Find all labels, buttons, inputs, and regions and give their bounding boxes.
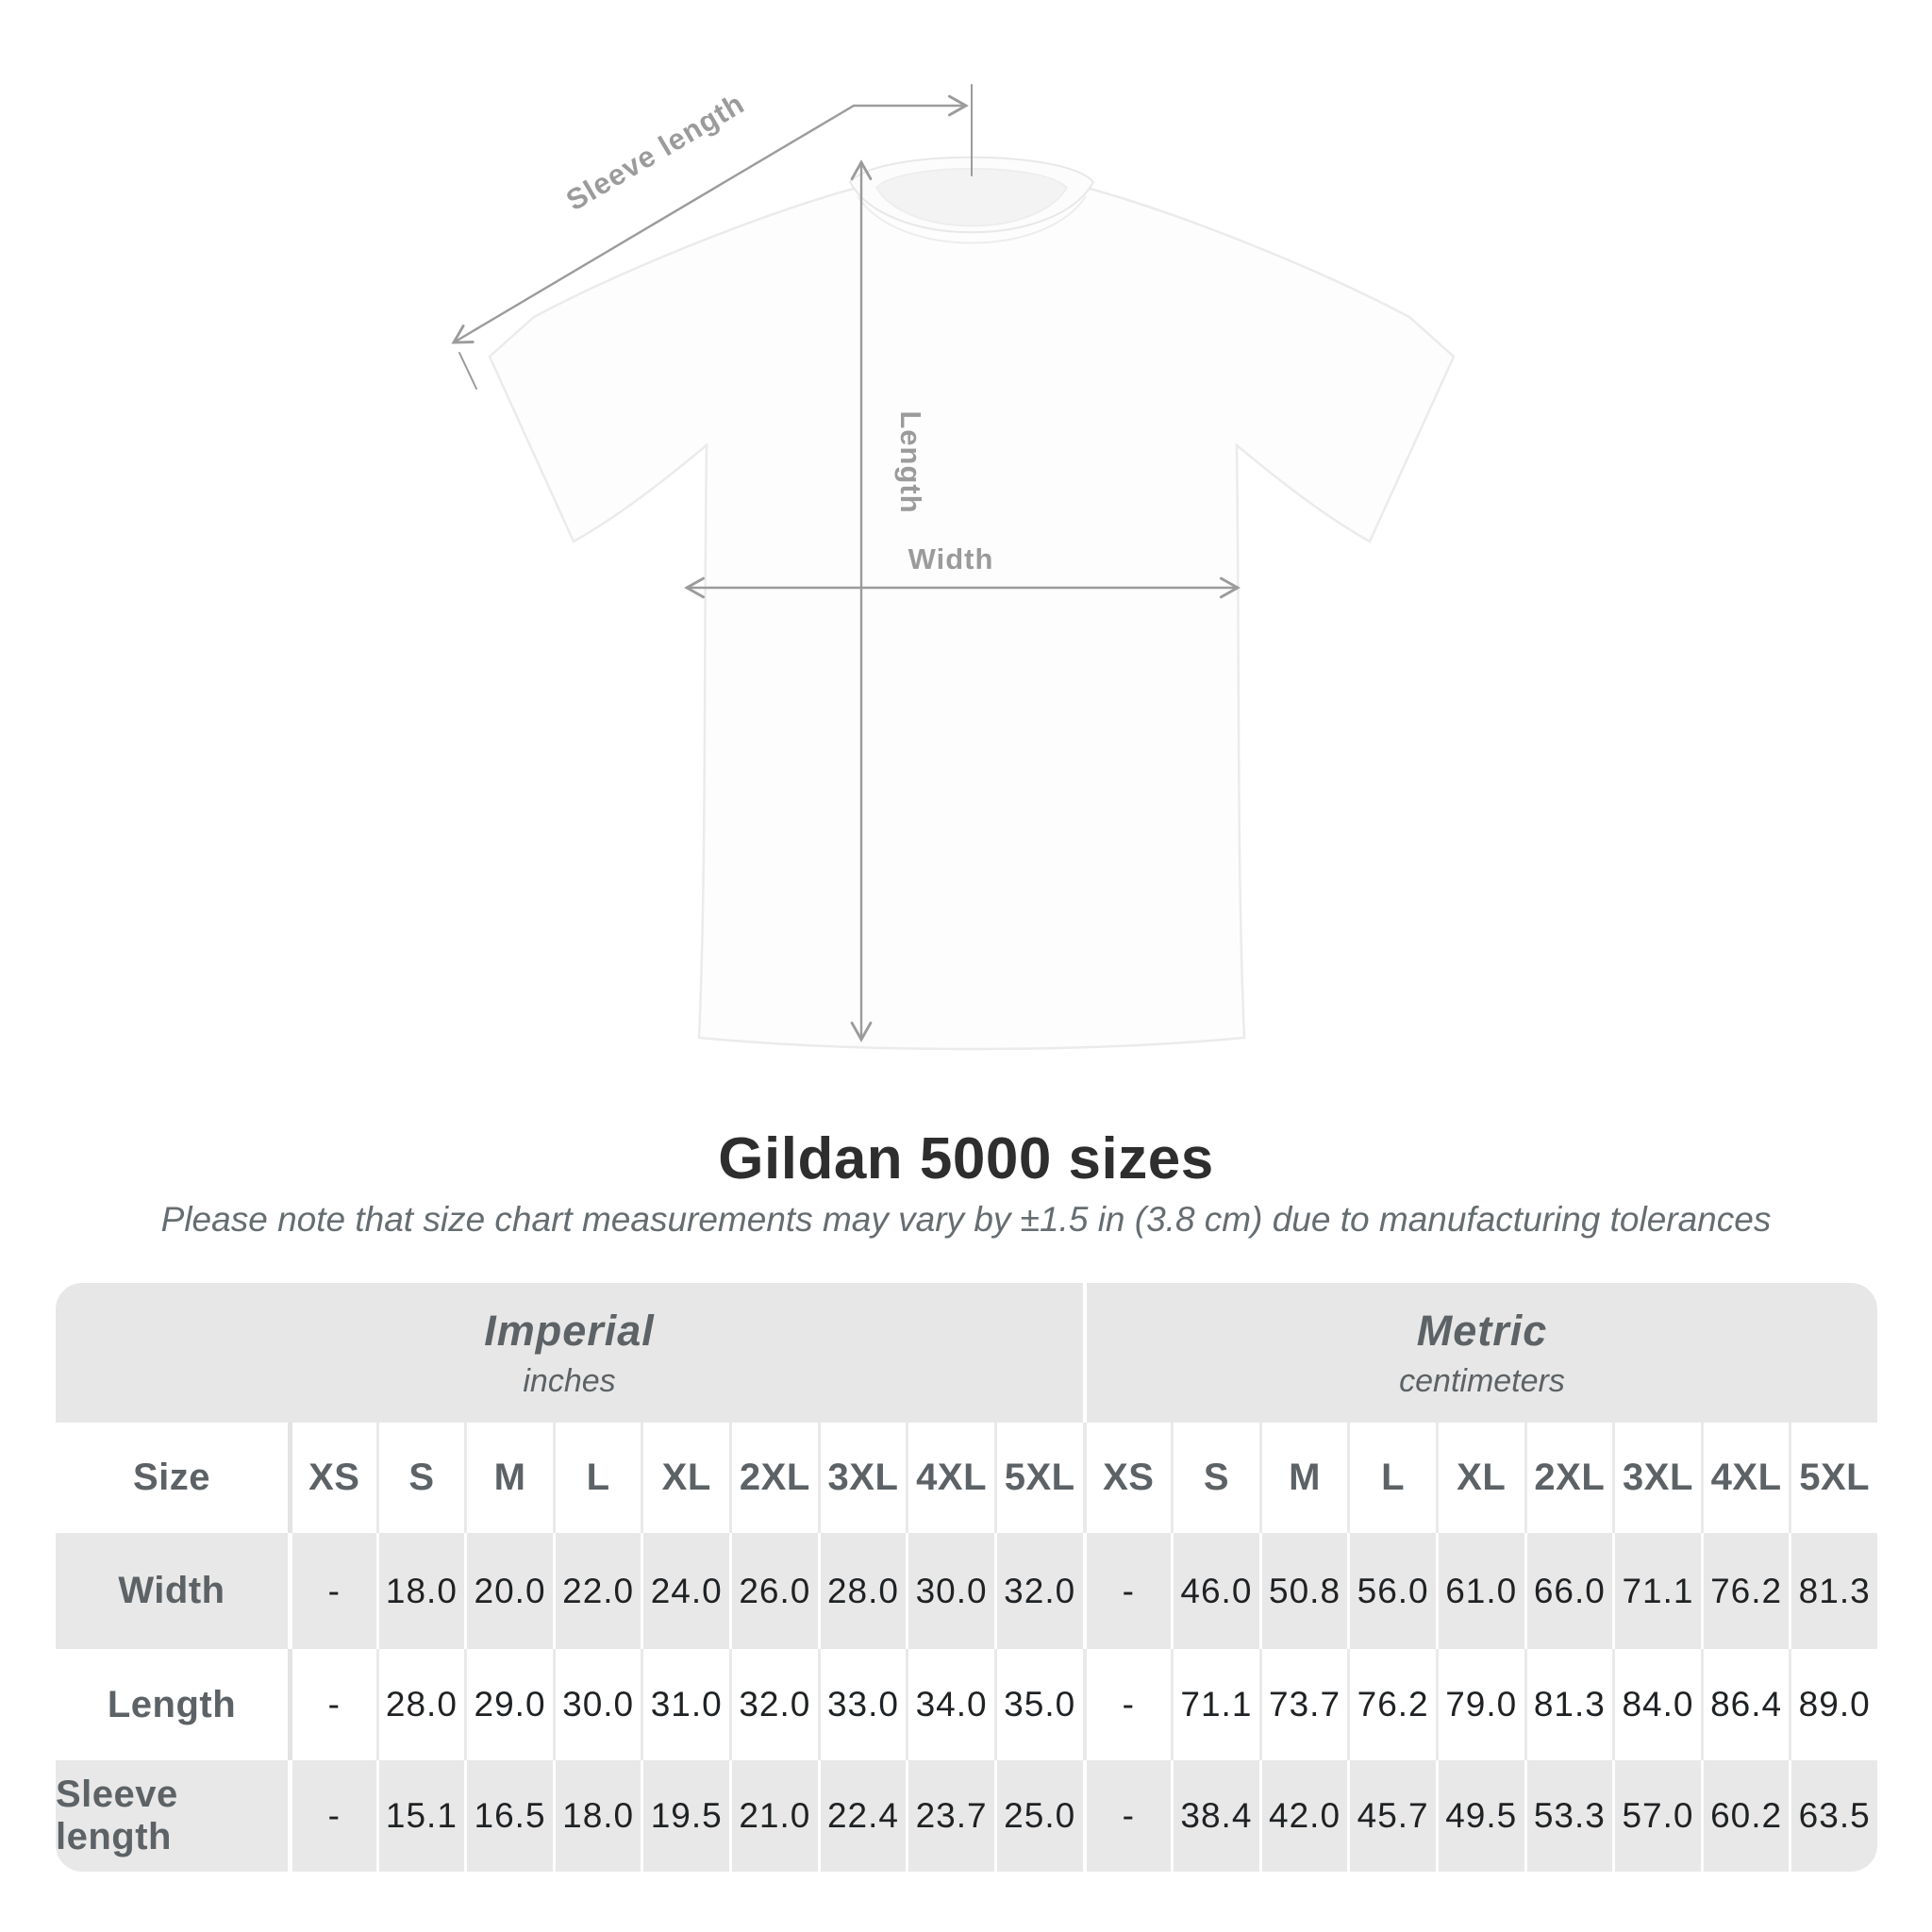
value-cell: 73.7: [1259, 1649, 1348, 1760]
value-cell: 18.0: [376, 1533, 465, 1649]
value-cell: -: [288, 1649, 376, 1760]
value-cell: 38.4: [1171, 1760, 1259, 1872]
value-cell: 66.0: [1524, 1533, 1613, 1649]
tshirt-illustration: [490, 158, 1454, 1049]
size-header-metric: S: [1171, 1423, 1259, 1533]
value-cell: 26.0: [729, 1533, 818, 1649]
size-header-metric: XS: [1083, 1423, 1172, 1533]
imperial-group-unit: inches: [523, 1362, 616, 1399]
tolerance-note: Please note that size chart measurements may vary by ±1.5 in (3.8 cm) due to manufacturing tolerances: [160, 1200, 1772, 1239]
value-cell: 18.0: [553, 1760, 641, 1872]
value-cell: 76.2: [1701, 1533, 1790, 1649]
imperial-group-title: Imperial: [484, 1306, 655, 1355]
value-cell: 71.1: [1612, 1533, 1701, 1649]
value-cell: 19.5: [641, 1760, 729, 1872]
value-cell: 57.0: [1612, 1760, 1701, 1872]
value-cell: 50.8: [1259, 1533, 1348, 1649]
value-cell: 81.3: [1524, 1649, 1613, 1760]
value-cell: 60.2: [1701, 1760, 1790, 1872]
metric-group-header: [1087, 1283, 1877, 1423]
value-cell: 16.5: [464, 1760, 553, 1872]
value-cell: 81.3: [1789, 1533, 1877, 1649]
size-header-imperial: 2XL: [729, 1423, 818, 1533]
width-label: Width: [908, 542, 994, 575]
value-cell: 34.0: [906, 1649, 994, 1760]
value-cell: 22.4: [818, 1760, 907, 1872]
value-cell: 71.1: [1171, 1649, 1259, 1760]
size-header-metric: 5XL: [1789, 1423, 1877, 1533]
value-cell: 28.0: [376, 1649, 465, 1760]
row-label: Sleeve length: [56, 1760, 288, 1872]
value-cell: 86.4: [1701, 1649, 1790, 1760]
value-cell: 84.0: [1612, 1649, 1701, 1760]
size-header-imperial: 4XL: [906, 1423, 994, 1533]
value-cell: 76.2: [1347, 1649, 1436, 1760]
value-cell: 61.0: [1436, 1533, 1524, 1649]
value-cell: -: [1083, 1649, 1172, 1760]
value-cell: 63.5: [1789, 1760, 1877, 1872]
value-cell: 21.0: [729, 1760, 818, 1872]
value-cell: 24.0: [641, 1533, 729, 1649]
size-header-metric: XL: [1436, 1423, 1524, 1533]
unit-group-header-row: [56, 1283, 1877, 1423]
sleeve-length-label: Sleeve length: [560, 86, 751, 218]
value-cell: 45.7: [1347, 1760, 1436, 1872]
value-cell: 30.0: [553, 1649, 641, 1760]
value-cell: 89.0: [1789, 1649, 1877, 1760]
value-cell: 53.3: [1524, 1760, 1613, 1872]
size-table: [56, 1283, 1877, 1872]
value-cell: -: [1083, 1760, 1172, 1872]
value-cell: 20.0: [464, 1533, 553, 1649]
size-header-imperial: M: [464, 1423, 553, 1533]
metric-group-title: Metric: [1416, 1306, 1548, 1355]
size-header-imperial: XL: [641, 1423, 729, 1533]
table-body: [56, 1423, 1877, 1872]
value-cell: 33.0: [818, 1649, 907, 1760]
row-label: Width: [56, 1533, 288, 1649]
size-header-imperial: S: [376, 1423, 465, 1533]
row-label: Length: [56, 1649, 288, 1760]
value-cell: 79.0: [1436, 1649, 1524, 1760]
value-cell: 42.0: [1259, 1760, 1348, 1872]
size-header-imperial: L: [553, 1423, 641, 1533]
value-cell: 31.0: [641, 1649, 729, 1760]
length-label: Length: [894, 410, 927, 514]
size-header-metric: L: [1347, 1423, 1436, 1533]
value-cell: -: [288, 1533, 376, 1649]
value-cell: 56.0: [1347, 1533, 1436, 1649]
size-header-metric: 4XL: [1701, 1423, 1790, 1533]
value-cell: 32.0: [729, 1649, 818, 1760]
table-row: [56, 1760, 1877, 1872]
value-cell: 32.0: [994, 1533, 1083, 1649]
size-column-header: Size: [56, 1423, 288, 1533]
imperial-group-header: [56, 1283, 1083, 1423]
value-cell: -: [288, 1760, 376, 1872]
metric-group-unit: centimeters: [1399, 1362, 1565, 1399]
value-cell: -: [1083, 1533, 1172, 1649]
table-row: [56, 1649, 1877, 1760]
value-cell: 46.0: [1171, 1533, 1259, 1649]
size-header-metric: 2XL: [1524, 1423, 1613, 1533]
value-cell: 30.0: [906, 1533, 994, 1649]
table-header-row: [56, 1423, 1877, 1533]
value-cell: 28.0: [818, 1533, 907, 1649]
value-cell: 23.7: [906, 1760, 994, 1872]
tshirt-body: [490, 186, 1454, 1049]
page-title: Gildan 5000 sizes: [718, 1126, 1214, 1191]
size-header-imperial: 3XL: [818, 1423, 907, 1533]
value-cell: 49.5: [1436, 1760, 1524, 1872]
size-header-metric: 3XL: [1612, 1423, 1701, 1533]
sleeve-length-tail: [459, 353, 476, 389]
value-cell: 35.0: [994, 1649, 1083, 1760]
value-cell: 29.0: [464, 1649, 553, 1760]
table-row: [56, 1533, 1877, 1649]
value-cell: 22.0: [553, 1533, 641, 1649]
size-header-imperial: XS: [288, 1423, 376, 1533]
size-header-metric: M: [1259, 1423, 1348, 1533]
value-cell: 25.0: [994, 1760, 1083, 1872]
size-header-imperial: 5XL: [994, 1423, 1083, 1533]
value-cell: 15.1: [376, 1760, 465, 1872]
